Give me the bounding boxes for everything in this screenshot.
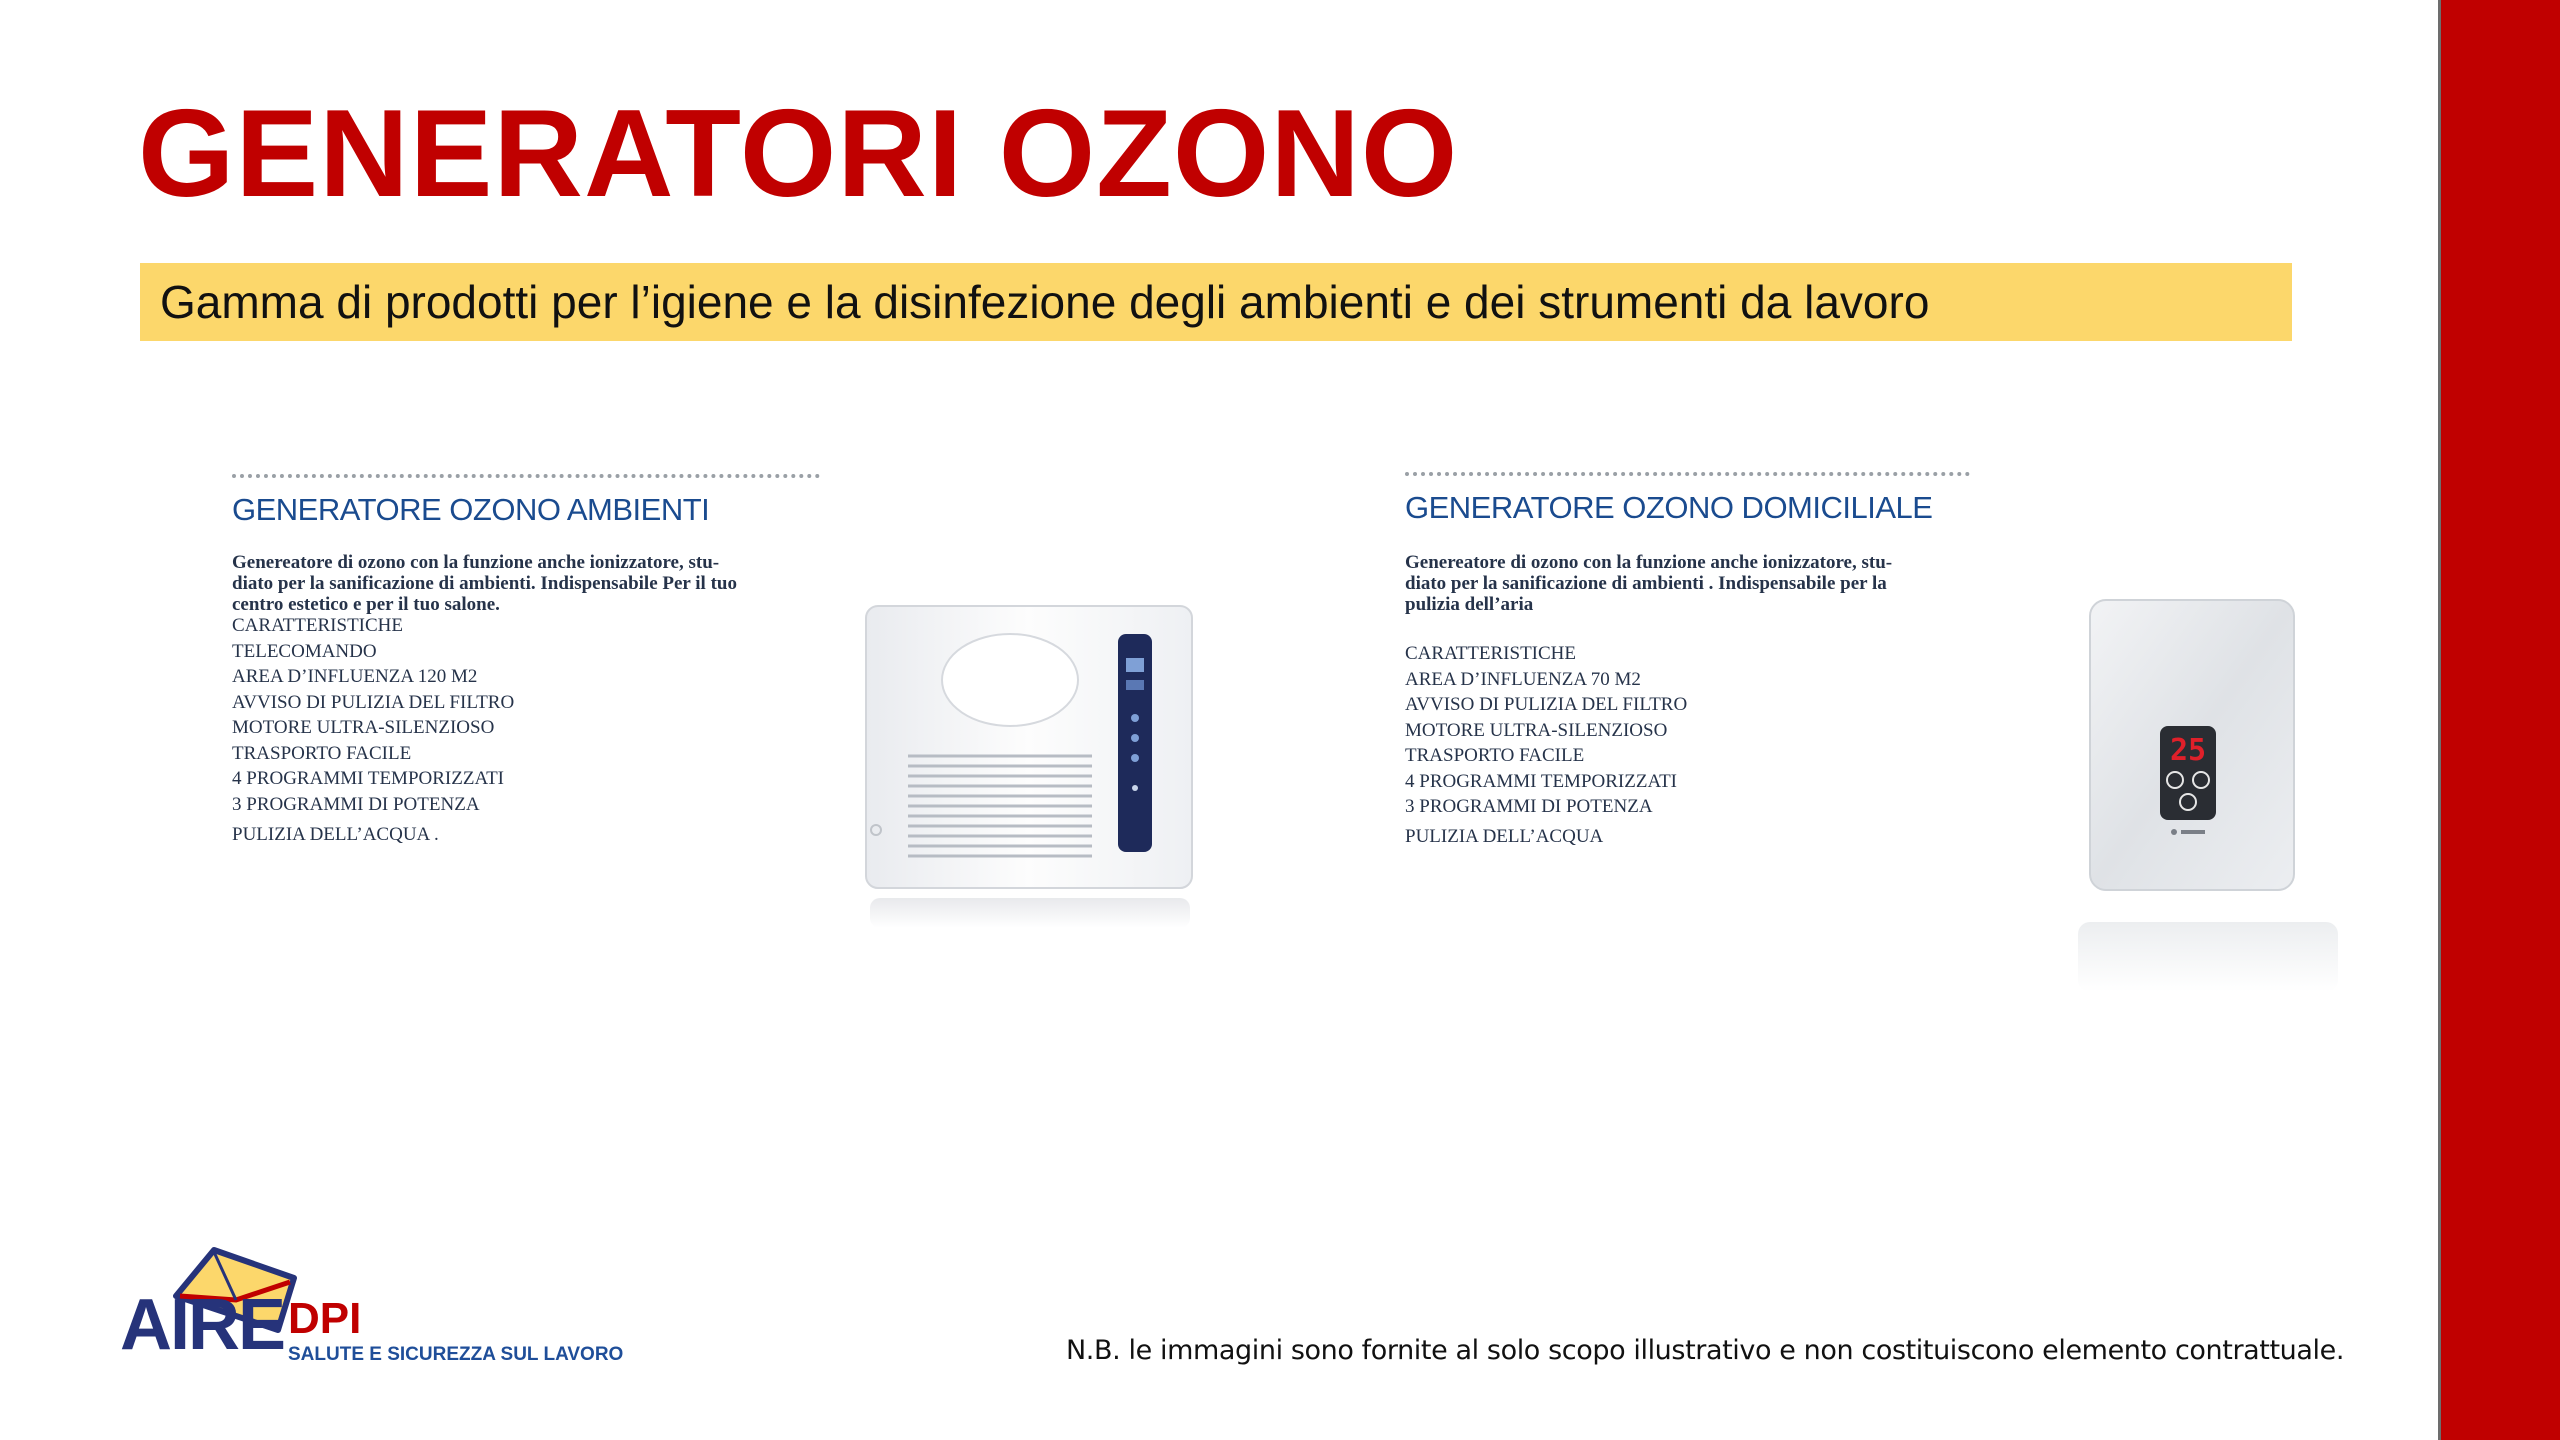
slide-subtitle: Gamma di prodotti per l’igiene e la disinfezione degli ambienti e dei strumenti da lavoro — [160, 276, 1930, 328]
product-description: Genereatore di ozono con la funzione anche ionizzatore, stu- diato per la sanificazione di ambienti . Indispensabile per la pulizia dell’aria — [1405, 552, 1893, 615]
product-extra: PULIZIA DELL’ACQUA . — [232, 824, 439, 845]
feature-item: 3 PROGRAMMI DI POTENZA — [1405, 796, 1653, 817]
feature-item: AREA D’INFLUENZA 70 M2 — [1405, 668, 1641, 690]
product-description: Genereatore di ozono con la funzione anche ionizzatore, stu- diato per la sanificazione di ambienti. Indispensabile Per il tuo centro estetico e per il tuo salone. — [232, 552, 737, 615]
feature-item: AREA D’INFLUENZA 120 M2 — [232, 666, 478, 687]
feature-item: 3 PROGRAMMI DI POTENZA — [232, 793, 480, 815]
logo-name: AIRE — [120, 1285, 285, 1365]
product-title: GENERATORE OZONO AMBIENTI — [232, 492, 710, 527]
feature-item: 4 PROGRAMMI TEMPORIZZATI — [1405, 770, 1678, 792]
product-title: GENERATORE OZONO DOMICILIALE — [1405, 490, 1933, 525]
feature-item: MOTORE ULTRA-SILENZIOSO — [1405, 719, 1668, 741]
feature-item: MOTORE ULTRA-SILENZIOSO — [232, 717, 495, 738]
dotted-divider — [1405, 472, 1970, 476]
feature-item: TELECOMANDO — [232, 640, 377, 662]
product-extra: PULIZIA DELL’ACQUA — [1405, 826, 1604, 847]
logo-brand: DPI — [288, 1294, 362, 1343]
slide-title: GENERATORI OZONO — [138, 85, 1459, 223]
right-accent-bar — [2438, 0, 2560, 1440]
feature-item: CARATTERISTICHE — [1405, 643, 1576, 664]
display-readout: 25 — [2169, 733, 2207, 768]
logo-tagline: SALUTE E SICUREZZA SUL LAVORO — [288, 1344, 624, 1365]
feature-item: AVVISO DI PULIZIA DEL FILTRO — [1405, 694, 1688, 715]
feature-item: TRASPORTO FACILE — [232, 742, 412, 764]
disclaimer-footnote: N.B. le immagini sono fornite al solo scopo illustrativo e non costituiscono elemento contrattuale. — [1066, 1335, 2345, 1366]
dotted-divider — [232, 474, 820, 478]
feature-item: TRASPORTO FACILE — [1405, 745, 1585, 766]
feature-item: CARATTERISTICHE — [232, 615, 403, 636]
feature-item: AVVISO DI PULIZIA DEL FILTRO — [232, 691, 515, 713]
product-features — [1405, 641, 1687, 820]
product-image-ambienti — [860, 598, 1200, 943]
product-features — [232, 613, 514, 817]
company-logo — [118, 1238, 624, 1378]
feature-item: 4 PROGRAMMI TEMPORIZZATI — [232, 768, 505, 789]
product-image-domiciliale — [2078, 592, 2338, 1017]
subtitle-band — [140, 263, 2292, 341]
